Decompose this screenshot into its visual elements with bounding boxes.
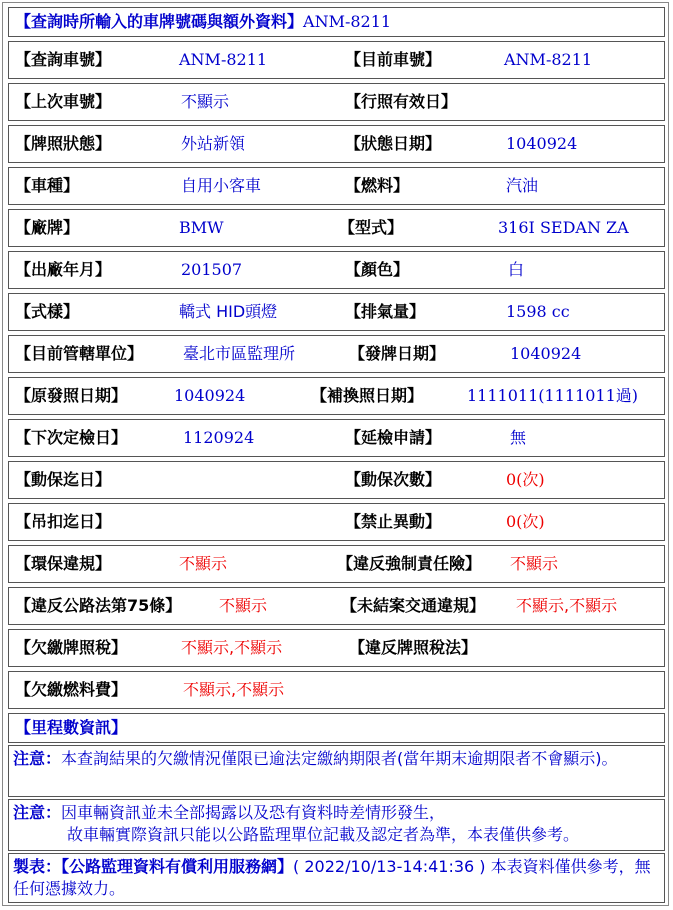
row-plate-status (8, 125, 665, 163)
footer-source-name: 【公路監理資料有償利用服務網】 (61, 857, 294, 876)
row-license-tax (8, 629, 665, 667)
row-jurisdiction (8, 335, 665, 373)
value-inspection-extension: 無 (510, 428, 527, 447)
label-current-plate: 【目前車號】 (345, 50, 442, 69)
value-open-traffic-violation: 不顯示,不顯示 (516, 596, 618, 615)
mileage-row (8, 713, 665, 743)
label-open-traffic-violation: 【未結案交通違規】 (341, 596, 486, 615)
value-status-date: 1040924 (506, 134, 578, 153)
note1-head: 注意： (13, 749, 62, 768)
value-env-violation: 不顯示 (179, 554, 228, 573)
value-style: 轎式 HID頭燈 (179, 302, 278, 321)
row-style (8, 293, 665, 331)
label-license-tax-violation: 【違反牌照稅法】 (349, 638, 478, 657)
value-issue-date: 1040924 (510, 344, 582, 363)
value-brand: BMW (179, 218, 224, 237)
label-manufacture-date: 【出廠年月】 (15, 260, 112, 279)
value-transfer-ban: 0(次) (506, 512, 545, 531)
note2-head: 注意： (13, 803, 62, 822)
label-replacement-date: 【補換照日期】 (311, 386, 424, 405)
label-unpaid-license-tax: 【欠繳牌照稅】 (15, 638, 128, 657)
row-previous-plate (8, 83, 665, 121)
note-unpaid (8, 745, 665, 797)
value-original-issue-date: 1040924 (174, 386, 246, 405)
value-color: 白 (508, 260, 525, 279)
row-manufacture-date (8, 251, 665, 289)
footer-head: 製表： (13, 857, 62, 876)
label-query-plate: 【查詢車號】 (15, 50, 112, 69)
label-style: 【式樣】 (15, 302, 80, 321)
label-env-violation: 【環保違規】 (15, 554, 112, 573)
label-suspension-end: 【吊扣迄日】 (15, 512, 112, 531)
row-original-issue (8, 377, 665, 415)
row-highway-law (8, 587, 665, 625)
label-color: 【顏色】 (345, 260, 410, 279)
label-transfer-ban: 【禁止異動】 (345, 512, 442, 531)
label-vehicle-type: 【車種】 (15, 176, 80, 195)
row-vehicle-type (8, 167, 665, 205)
row-env-violation (8, 545, 665, 583)
label-status-date: 【狀態日期】 (345, 134, 442, 153)
label-issue-date: 【發牌日期】 (349, 344, 446, 363)
label-original-issue-date: 【原發照日期】 (15, 386, 128, 405)
note2-line2: 故車輛實際資訊只能以公路監理單位記載及認定者為準，本表僅供參考。 (67, 825, 580, 844)
header-title-row (8, 7, 665, 37)
value-plate-status: 外站新領 (181, 134, 246, 153)
label-license-valid-date: 【行照有效日】 (345, 92, 458, 111)
mileage-label: 【里程數資訊】 (15, 718, 128, 737)
value-insurance-violation: 不顯示 (510, 554, 559, 573)
row-fuel-fee (8, 671, 665, 709)
value-replacement-date: 1111011(1111011過) (467, 386, 639, 405)
row-suspension (8, 503, 665, 541)
note2-line1: 因車輛資訊並未全部揭露以及恐有資料時差情形發生， (61, 803, 446, 822)
value-manufacture-date: 201507 (181, 260, 243, 279)
row-brand (8, 209, 665, 247)
value-next-inspection: 1120924 (183, 428, 255, 447)
label-insurance-violation: 【違反強制責任險】 (337, 554, 482, 573)
value-vehicle-type: 自用小客車 (181, 176, 262, 195)
value-current-plate: ANM-8211 (504, 50, 593, 69)
row-plate-query (8, 41, 665, 79)
label-jurisdiction: 【目前管轄單位】 (15, 344, 144, 363)
value-displacement: 1598 cc (506, 302, 570, 321)
footer-source (8, 853, 665, 903)
label-chattel-count: 【動保次數】 (345, 470, 442, 489)
header-title: 【查詢時所輸入的車牌號碼與額外資料】 (15, 12, 304, 31)
row-chattel-mortgage (8, 461, 665, 499)
value-fuel: 汽油 (506, 176, 539, 195)
value-previous-plate: 不顯示 (181, 92, 230, 111)
label-plate-status: 【牌照狀態】 (15, 134, 112, 153)
header-plate: ANM-8211 (303, 12, 392, 31)
value-unpaid-license-tax: 不顯示,不顯示 (181, 638, 283, 657)
row-inspection (8, 419, 665, 457)
label-inspection-extension: 【延檢申請】 (345, 428, 442, 447)
value-model: 316I SEDAN ZA (498, 218, 629, 237)
label-next-inspection: 【下次定檢日】 (15, 428, 128, 447)
label-model: 【型式】 (339, 218, 404, 237)
label-unpaid-fuel-fee: 【欠繳燃料費】 (15, 680, 128, 699)
label-previous-plate: 【上次車號】 (15, 92, 112, 111)
label-chattel-end: 【動保迄日】 (15, 470, 112, 489)
value-jurisdiction: 臺北市區監理所 (183, 344, 296, 363)
vehicle-info-panel (2, 2, 669, 906)
value-chattel-count: 0(次) (506, 470, 545, 489)
value-query-plate: ANM-8211 (179, 50, 268, 69)
note-disclaimer (8, 799, 665, 851)
label-displacement: 【排氣量】 (345, 302, 426, 321)
value-highway-law-75: 不顯示 (219, 596, 268, 615)
label-highway-law-75: 【違反公路法第75條】 (15, 596, 182, 615)
note1-text: 本查詢結果的欠繳情況僅限已逾法定繳納期限者(當年期末逾期限者不會顯示)。 (61, 749, 618, 768)
label-brand: 【廠牌】 (15, 218, 80, 237)
footer-text: ( 2022/10/13-14:41:36 ) 本表資料僅供參考，無任何憑據效力。 (13, 857, 651, 898)
label-fuel: 【燃料】 (345, 176, 410, 195)
value-unpaid-fuel-fee: 不顯示,不顯示 (183, 680, 285, 699)
